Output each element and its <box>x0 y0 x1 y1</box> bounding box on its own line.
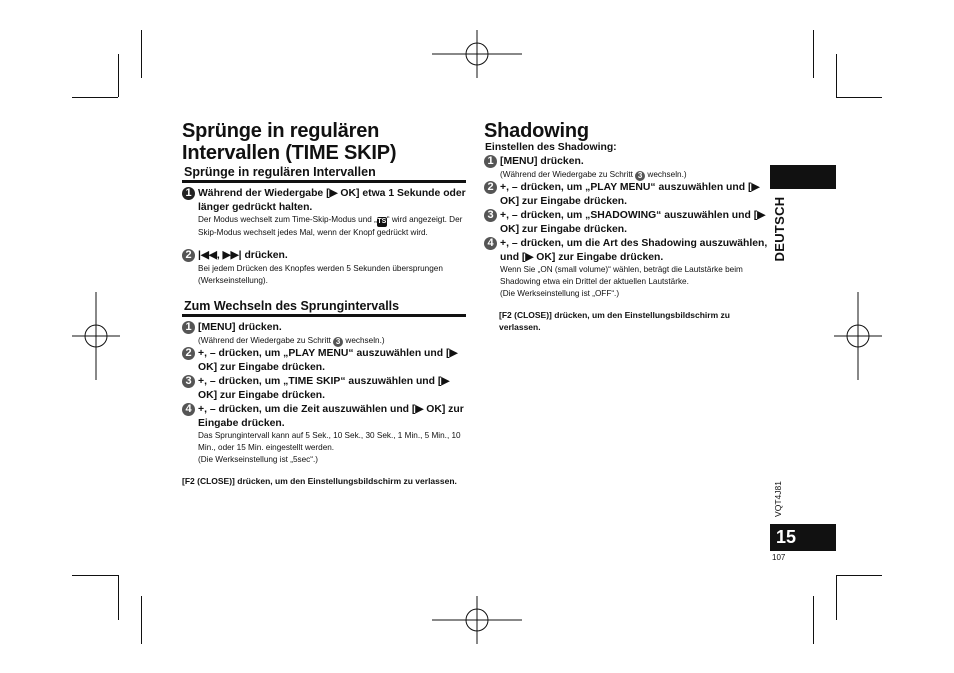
step-number: 4 <box>182 403 195 416</box>
page-number: 15 <box>776 527 797 547</box>
list-item <box>484 181 768 208</box>
close-note: [F2 (CLOSE)] drücken, um den Einstellungsbildschirm zu verlassen. <box>182 476 457 486</box>
step-ref-icon: 3 <box>333 337 343 347</box>
step-number: 1 <box>182 321 195 334</box>
page-title-time-skip: Sprünge in regulären Intervallen (TIME SKIP) <box>182 120 397 164</box>
heading-underline <box>182 314 466 317</box>
step-instruction: [MENU] drücken. <box>500 156 584 167</box>
step-number: 2 <box>182 249 195 262</box>
page-number-small: 107 <box>772 553 786 562</box>
step-instruction: Während der Wiedergabe [▶ OK] etwa 1 Sekunde oder länger gedrückt halten. <box>198 188 466 213</box>
step-description: Das Sprungintervall kann auf 5 Sek., 10 Sek., 30 Sek., 1 Min., 5 Min., 10 Min., oder 15 Min. eingestellt werden. <box>198 431 461 452</box>
list-item <box>484 237 768 300</box>
step-number: 4 <box>484 237 497 250</box>
shadowing-subheading: Einstellen des Shadowing: <box>485 142 617 153</box>
step-description: (Während der Wiedergabe zu Schritt 3 wechseln.) <box>500 169 687 180</box>
list-item <box>182 321 466 347</box>
list-item <box>182 403 466 466</box>
step-number: 2 <box>182 347 195 360</box>
section-heading-regular-skip: Sprünge in regulären Intervallen <box>184 165 376 179</box>
step-instruction: +, – drücken, um die Zeit auszuwählen und [▶ OK] zur Eingabe drücken. <box>198 404 464 429</box>
step-number: 3 <box>484 209 497 222</box>
step-description: Wenn Sie „ON (small volume)“ wählen, beträgt die Lautstärke beim Shadowing etwa ein Drittel der aktuellen Lautstärke. <box>500 265 743 286</box>
list-item <box>182 249 466 287</box>
step-number: 1 <box>484 155 497 168</box>
heading-underline <box>182 180 466 183</box>
doc-code-container <box>766 480 790 520</box>
step-instruction: +, – drücken, um „PLAY MENU“ auszuwählen und [▶ OK] zur Eingabe drücken. <box>500 182 760 207</box>
time-skip-icon: TS <box>377 218 387 225</box>
page-title-shadowing: Shadowing <box>484 120 589 142</box>
language-tab <box>770 165 836 189</box>
step-default-note: (Die Werkseinstellung ist „5sec“.) <box>198 455 318 464</box>
step-instruction: |◀◀, ▶▶| drücken. <box>198 250 288 261</box>
step-number: 2 <box>484 181 497 194</box>
step-instruction: +, – drücken, um „TIME SKIP“ auszuwählen und [▶ OK] zur Eingabe drücken. <box>198 376 450 401</box>
step-instruction: +, – drücken, um „SHADOWING“ auszuwählen und [▶ OK] zur Eingabe drücken. <box>500 210 766 235</box>
step-number: 3 <box>182 375 195 388</box>
step-default-note: (Die Werkseinstellung ist „OFF“.) <box>500 289 620 298</box>
step-ref-icon: 3 <box>635 171 645 181</box>
step-description: Bei jedem Drücken des Knopfes werden 5 Sekunden übersprungen (Werkseinstellung). <box>198 263 443 285</box>
doc-code: VQT4J81 <box>773 481 783 517</box>
step-description: (Während der Wiedergabe zu Schritt 3 wechseln.) <box>198 335 385 346</box>
language-label: DEUTSCH <box>772 196 787 262</box>
list-item <box>182 375 466 402</box>
step-description: Der Modus wechselt zum Time-Skip-Modus und „TS“ wird angezeigt. Der Skip-Modus wechselt jedes Mal, wenn der Knopf gedrückt wird. <box>198 215 463 237</box>
language-label-container <box>770 189 790 269</box>
step-instruction: [MENU] drücken. <box>198 322 282 333</box>
step-instruction: +, – drücken, um die Art des Shadowing auszuwählen, und [▶ OK] zur Eingabe drücken. <box>500 238 768 263</box>
list-item <box>484 155 768 181</box>
page-number-tab <box>770 524 836 551</box>
list-item <box>484 209 768 236</box>
section-heading-change-interval: Zum Wechseln des Sprungintervalls <box>184 299 400 313</box>
step-instruction: +, – drücken, um „PLAY MENU“ auszuwählen und [▶ OK] zur Eingabe drücken. <box>198 348 458 373</box>
step-number: 1 <box>182 187 195 200</box>
list-item <box>182 347 466 374</box>
list-item <box>182 187 466 239</box>
close-note: [F2 (CLOSE)] drücken, um den Einstellungsbildschirm zu verlassen. <box>499 310 730 332</box>
